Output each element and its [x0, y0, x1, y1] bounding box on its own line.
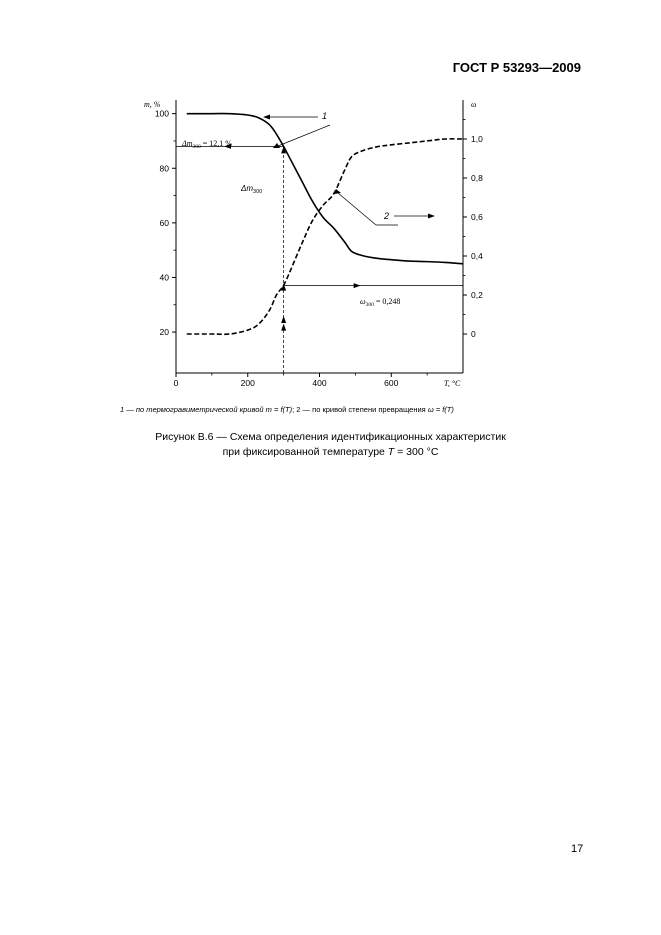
delta-m-annotation: [181, 139, 232, 150]
series-2-line: [187, 139, 463, 334]
delta-m-value: = 12,1 %: [200, 139, 232, 148]
omega-guide-arrow: [354, 283, 361, 288]
y-ticks-left: [155, 109, 176, 337]
delta-m-side-annotation: [240, 184, 262, 195]
curve-1-arrow-head: [263, 115, 270, 120]
omega-value: = 0,248: [373, 297, 401, 306]
caption-line-2: [0, 445, 661, 460]
y-left-tick-label: 80: [159, 163, 169, 174]
page-number: 17: [571, 843, 584, 855]
caption-line-2-suffix: = 300 °С: [394, 446, 439, 458]
figure-caption: [0, 430, 661, 460]
guide-lines: [176, 144, 463, 373]
x-tick-label: 200: [240, 378, 255, 388]
curve-2-label: 2: [384, 211, 390, 221]
x-tick-label: 400: [312, 378, 327, 388]
y-right-tick-label: 0: [471, 329, 476, 339]
omega-point-arrow: [281, 284, 286, 291]
caption-line-1: Рисунок В.6 — Схема определения идентификационных характеристик: [155, 431, 506, 443]
legend-part-1: 1 — по термогравиметрической кривой: [120, 405, 266, 414]
curve-2-arrow-head: [428, 214, 435, 219]
y-left-tick-label: 40: [159, 272, 169, 283]
caption-line-2-var: T: [387, 446, 395, 458]
legend-formula-2: ω = f(T): [427, 405, 454, 414]
standard-number: ГОСТ Р 53293—2009: [452, 60, 581, 75]
figure-legend: [120, 405, 454, 414]
x-ticks: [174, 373, 427, 388]
x-tick-label: 0: [173, 378, 179, 388]
chart-svg: [130, 90, 490, 395]
vertical-guide-arrow: [281, 316, 286, 323]
y-right-tick-label: 0,6: [471, 212, 483, 222]
delta-m-subscript: 300: [192, 144, 201, 150]
y-left-tick-label: 60: [159, 217, 169, 228]
y-right-tick-label: 0,8: [471, 173, 483, 183]
vertical-guide-arrow: [281, 324, 286, 331]
omega-symbol: ω: [360, 297, 366, 306]
caption-line-2-prefix: при фиксированной температуре: [222, 446, 388, 458]
y-right-tick-label: 1,0: [471, 134, 483, 144]
omega-annotation: [360, 297, 400, 308]
y-right-axis-label: ω: [471, 100, 477, 109]
legend-formula-1: m = f(T): [265, 405, 293, 414]
y-left-tick-label: 100: [154, 108, 169, 119]
series-1-line: [187, 114, 463, 264]
delta-m-side-subscript: 300: [253, 189, 263, 195]
legend-part-2: ; 2 — по кривой степени превращения: [292, 405, 428, 414]
delta-m-side-symbol: Δm: [241, 184, 254, 193]
curve-2-leader-diag: [338, 193, 376, 225]
x-axis-label: T, °C: [444, 379, 461, 388]
y-ticks-right: [463, 120, 483, 340]
y-left-axis-label: m, %: [144, 100, 161, 109]
y-left-tick-label: 20: [159, 327, 169, 338]
delta-m-symbol: Δm: [182, 139, 193, 148]
y-right-tick-label: 0,4: [471, 251, 483, 261]
y-right-tick-label: 0,2: [471, 290, 483, 300]
omega-subscript: 300: [365, 302, 374, 308]
curve-1-leader: [278, 125, 330, 146]
x-tick-label: 600: [384, 378, 399, 388]
curve-1-label: 1: [322, 111, 328, 121]
tga-chart: [130, 90, 490, 395]
